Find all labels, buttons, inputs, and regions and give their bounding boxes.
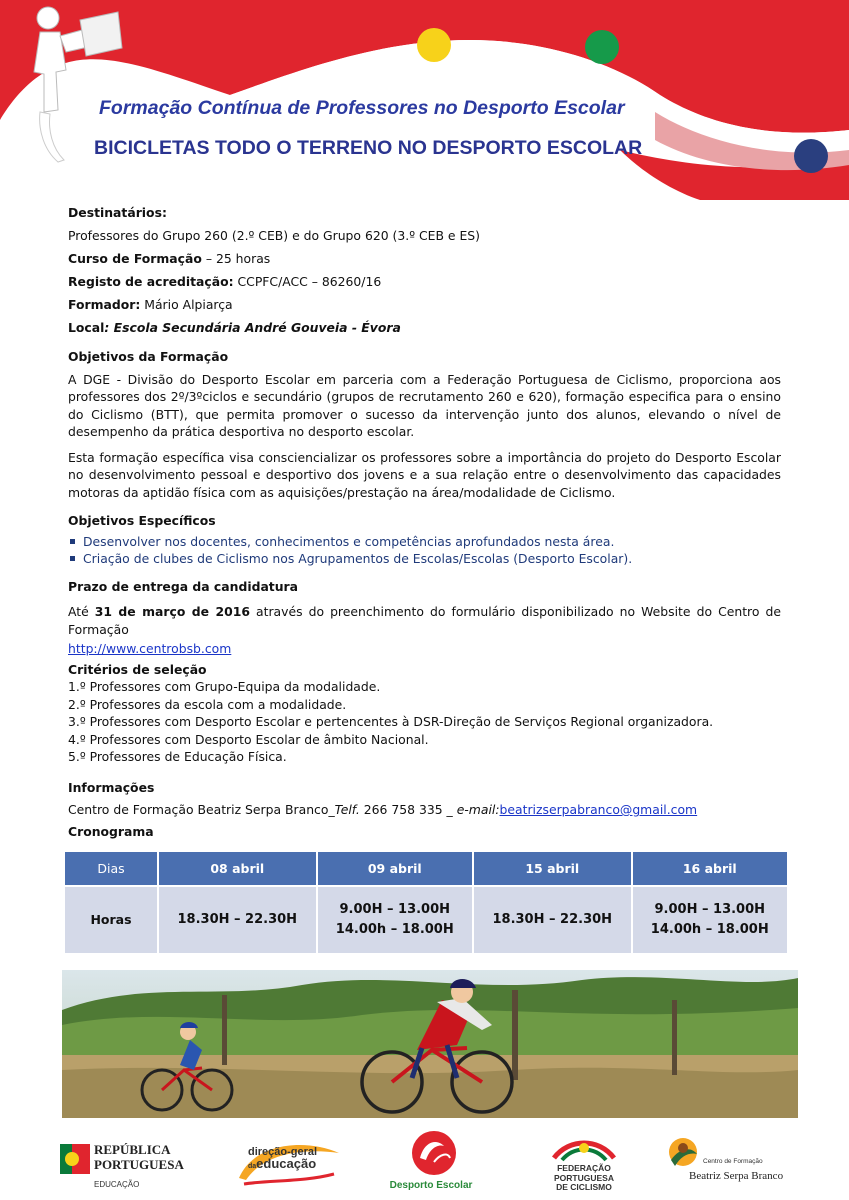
prazo-after: através do preenchimento do formulário disponibilizado no Website do Centro de Formação [68,604,781,637]
fpc-line3: DE CICLISMO [556,1182,612,1192]
prazo-date: 31 de março de 2016 [94,604,250,619]
republica-portuguesa-logo [60,1140,190,1198]
contact-line [68,801,781,819]
criterios-heading: Critérios de seleção [68,661,207,677]
footer-logos [0,1128,849,1200]
green-dot [585,30,619,64]
cronograma-heading: Cronograma [68,823,154,839]
day-header: 15 abril [474,852,631,885]
list-item: Criação de clubes de Ciclismo nos Agrupamentos de Escolas/Escolas (Desporto Escolar). [68,550,781,568]
formador-label: Formador: [68,297,141,312]
time-line: 18.30H – 22.30H [492,912,613,927]
fpc-logo [544,1136,624,1198]
local-value: : Escola Secundária André Gouveia - Évora [104,320,401,335]
cyclists-photo [62,970,798,1118]
yellow-dot [417,28,451,62]
telf-value: 266 758 335 _ [359,802,457,817]
day-header: 16 abril [633,852,787,885]
registo-line [68,273,781,291]
list-item: Desenvolver nos docentes, conhecimentos e competências aprofundados nesta área. [68,533,781,551]
republica-line2: PORTUGUESA [94,1157,184,1172]
fpc-line1: FEDERAÇÃO [557,1163,611,1173]
fpc-line2: PORTUGUESA [554,1172,614,1183]
local-label: Local [68,320,105,335]
table-header-row [65,852,787,885]
local-line [68,319,781,337]
prazo-heading: Prazo de entrega da candidatura [68,578,299,594]
table-row [65,887,787,953]
main-content [68,204,781,840]
criterio-item: 4.º Professores com Desporto Escolar de âmbito Nacional. [68,731,429,747]
formador-line [68,296,781,314]
time-line: 18.30H – 22.30H [177,912,298,927]
course-title: BICICLETAS TODO O TERRENO NO DESPORTO ESCOLAR [94,137,643,159]
desporto-escolar-emblem-icon [404,1128,464,1178]
registo-value: CCPFC/ACC – 86260/16 [233,274,382,289]
criterio-item: 3.º Professores com Desporto Escolar e pertencentes à DSR-Direção de Serviços Regional organizadora. [68,714,714,729]
curso-value: – 25 horas [201,251,271,266]
objetivos-heading: Objetivos da Formação [68,348,229,364]
time-line: 9.00H – 13.00H [654,902,766,917]
day-header: 08 abril [159,852,316,885]
time-line: 14.00h – 18.00H [650,922,769,937]
republica-line3: EDUCAÇÃO [94,1180,140,1189]
registo-label: Registo de acreditação: [68,274,234,289]
dge-line2: da [248,1163,257,1170]
especificos-list [68,533,781,568]
prazo-before: Até [68,604,95,619]
time-line: 9.00H – 13.00H [339,902,451,917]
centro-name-label: Beatriz Serpa Branco [689,1170,784,1182]
horas-label: Horas [65,887,157,953]
desporto-escolar-label: Desporto Escolar [389,1180,473,1191]
curso-label: Curso de Formação [68,251,202,266]
portugal-flag-icon [60,1140,90,1178]
time-cell [633,887,787,953]
centro-name: Centro de Formação Beatriz Serpa Branco_ [68,802,335,817]
telf-label: Telf. [334,802,360,817]
email-link[interactable]: beatrizserpabranco@gmail.com [499,802,698,817]
fpc-wheel-icon [544,1136,624,1164]
destinatarios-label: Destinatários: [68,205,167,220]
dge-logo [234,1138,344,1188]
time-line: 14.00h – 18.00H [335,922,454,937]
republica-line1: REPÚBLICA [94,1142,171,1157]
blue-dot [794,139,828,173]
destinatarios-value: Professores do Grupo 260 (2.º CEB) e do Grupo 620 (3.º CEB e ES) [68,228,480,243]
dge-line1: direção-geral [248,1146,318,1158]
schedule-table [63,850,789,955]
prazo-paragraph [68,603,781,638]
desporto-escolar-logo [376,1128,486,1200]
curso-line [68,250,781,268]
time-cell [159,887,316,953]
page-title: Formação Contínua de Professores no Desporto Escolar [99,97,625,119]
objetivos-paragraph-1: A DGE - Divisão do Desporto Escolar em parceria com a Federação Portuguesa de Ciclismo, proporciona aos professores dos 2º/3ºciclos e secundário (grupos de recrutamento 260 e 620), formação especifica para o ensino do Ciclismo (BTT), que permita promover o sucesso da intervenção junto dos alunos, elevando o nível de desempenho da prática desportiva no desporto escolar. [68,371,781,439]
email-label: e-mail: [456,802,500,817]
especificos-heading: Objetivos Específicos [68,513,216,528]
formador-value: Mário Alpiarça [140,297,233,312]
criterio-item: 2.º Professores da escola com a modalidade. [68,696,347,712]
criterio-item: 5.º Professores de Educação Física. [68,749,287,764]
dge-line3: educação [256,1156,317,1171]
objetivos-paragraph-2: Esta formação específica visa consciencializar os professores sobre a importância do projeto do Desporto Escolar no desenvolvimento pessoal e desportivo dos jovens e a sua relação entre o desenvolvimento das capacidades motoras da aptidão física com as aquisições/prestação na área/modalidade de Ciclismo. [68,449,781,500]
day-header: 09 abril [318,852,472,885]
centro-formacao-logo [665,1134,805,1196]
dias-header: Dias [65,852,157,885]
centro-small-label: Centro de Formação [703,1158,763,1165]
informacoes-heading: Informações [68,779,155,795]
time-cell [474,887,631,953]
criterio-item: 1.º Professores com Grupo-Equipa da modalidade. [68,679,381,694]
centro-emblem-icon [665,1134,701,1174]
website-link[interactable]: http://www.centrobsb.com [68,641,232,656]
time-cell [318,887,472,953]
